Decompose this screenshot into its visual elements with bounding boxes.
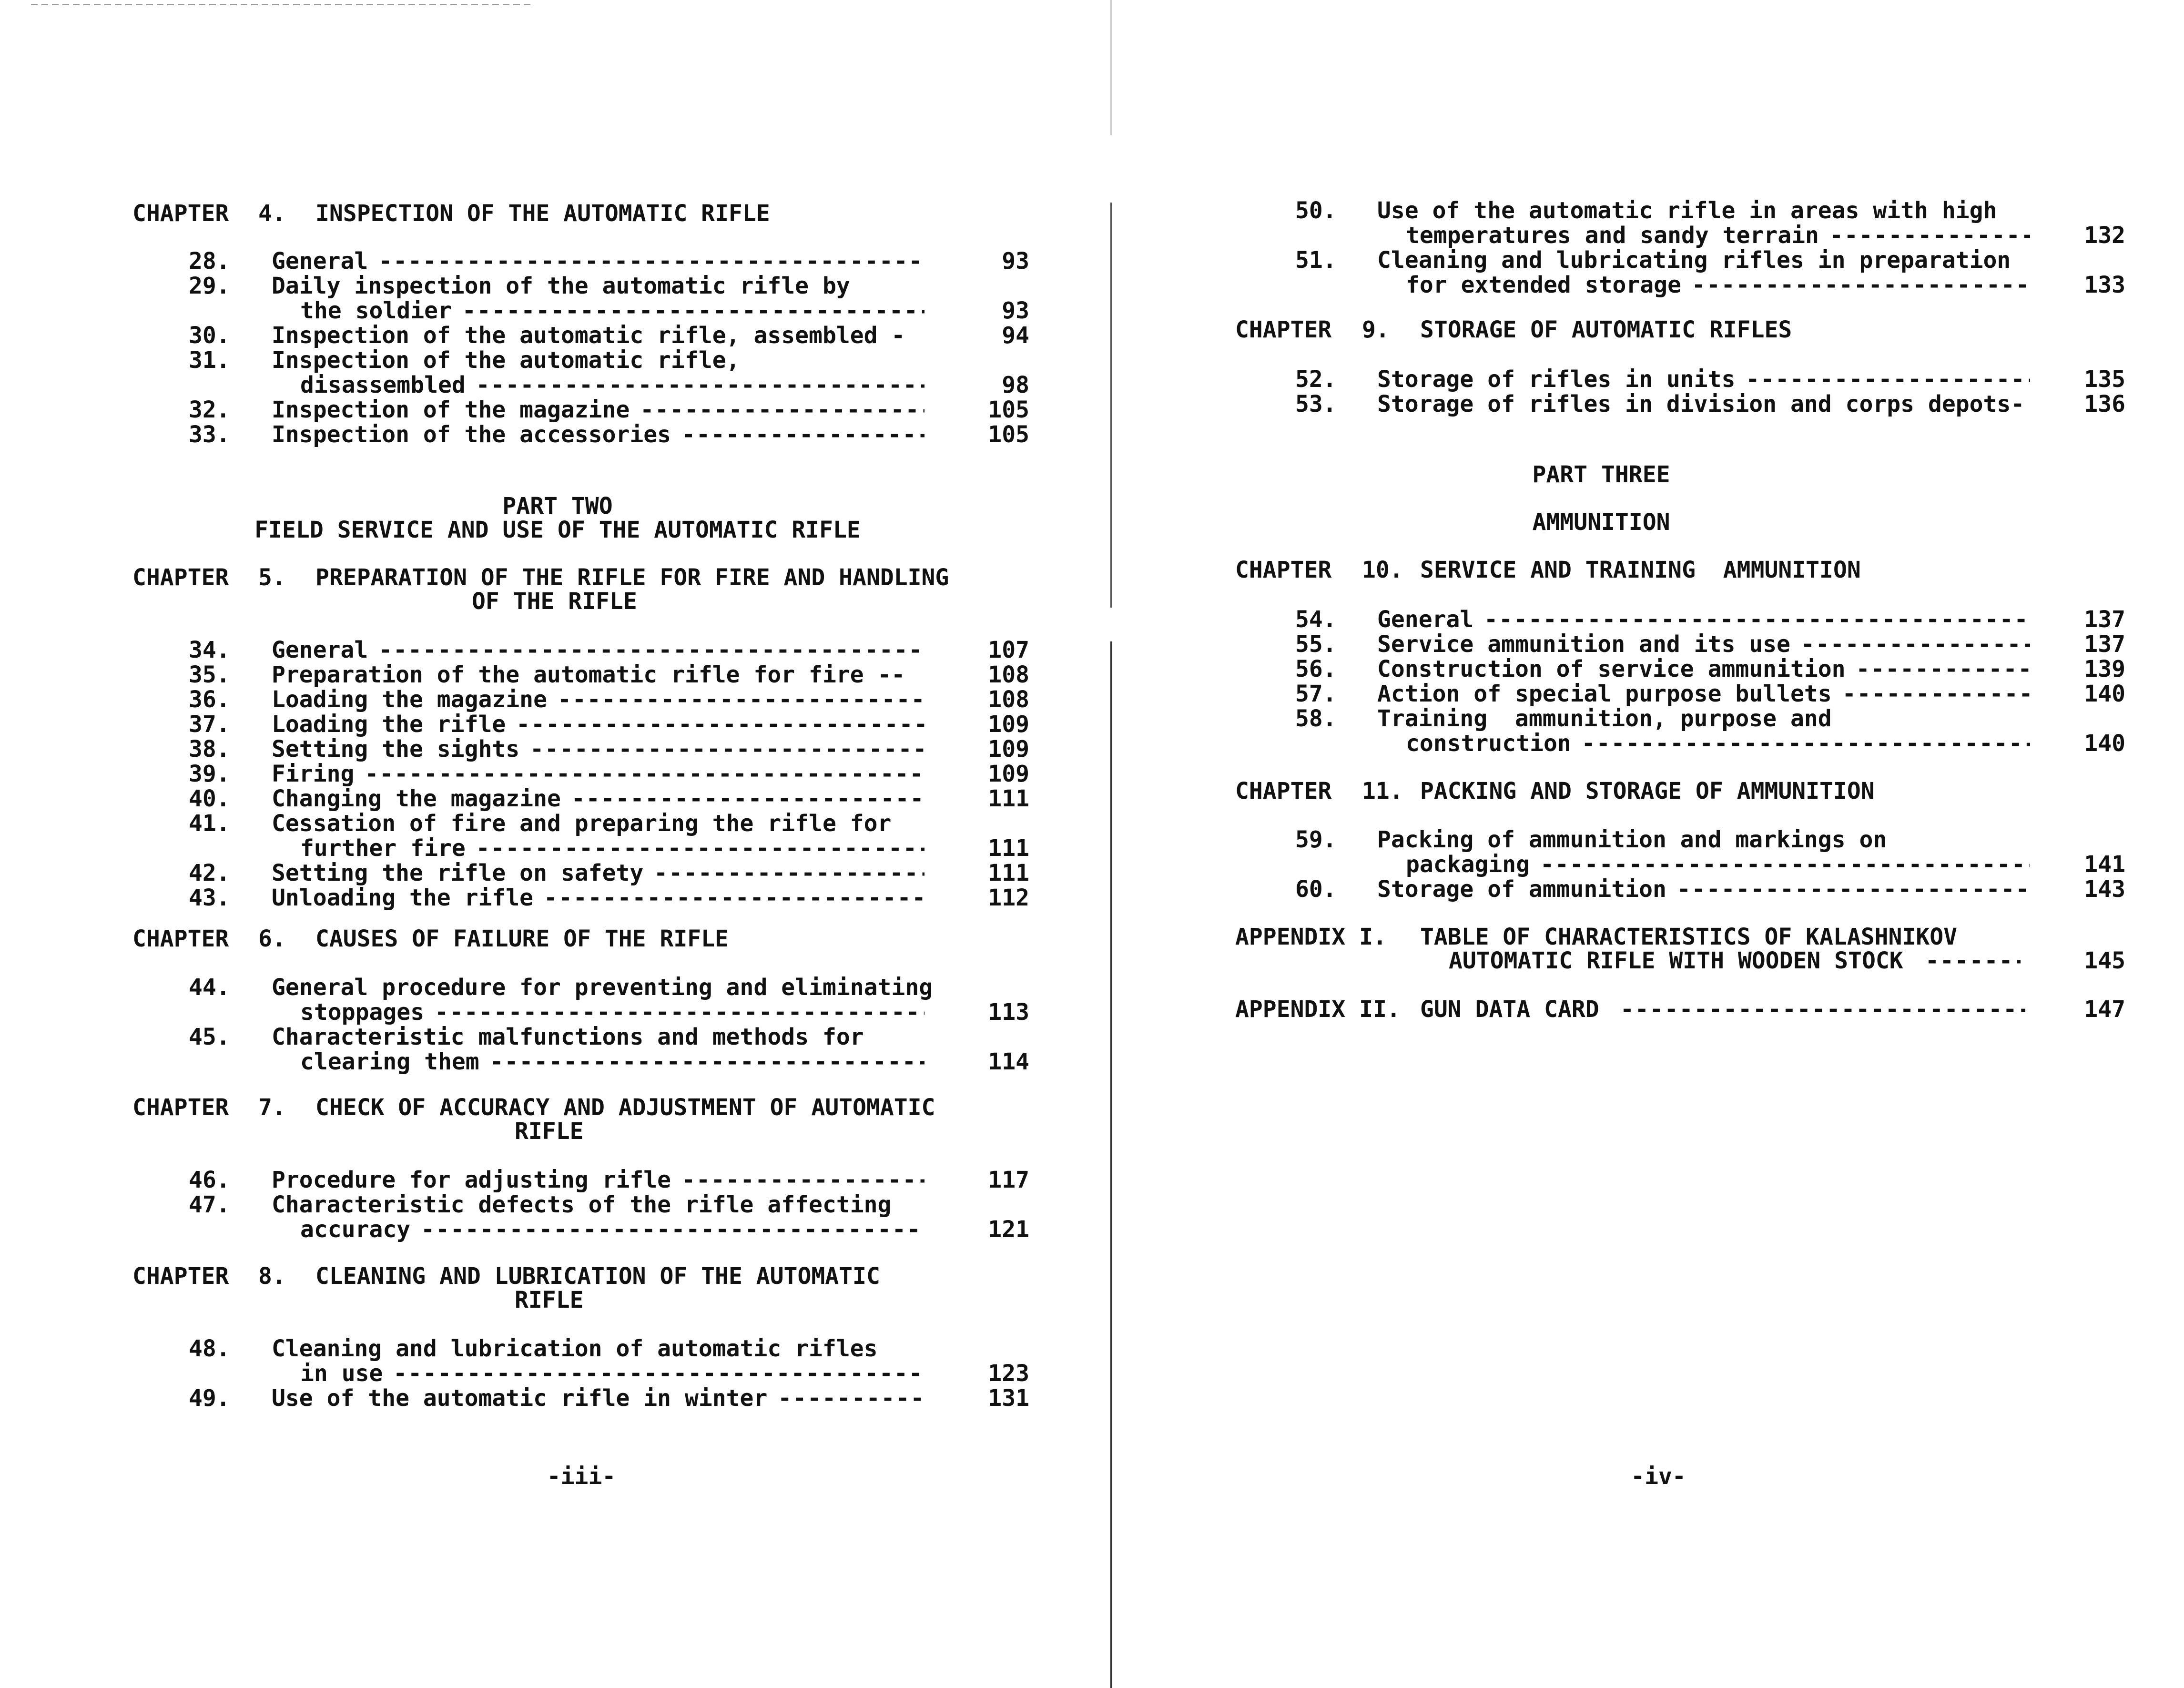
toc-entry-page: 111: [988, 835, 1029, 862]
chapter-6-number: 6.: [258, 925, 286, 952]
toc-entry-number: 51.: [1295, 247, 1337, 274]
toc-entry-number: 29.: [189, 273, 230, 299]
toc-leader-dots: [1856, 657, 2030, 681]
appendix-1-page: 145: [2084, 947, 2125, 974]
toc-leader-dots: [1582, 731, 2030, 756]
toc-entry-title: General procedure for preventing and eliminating: [272, 974, 933, 1001]
chapter-6-title[interactable]: CAUSES OF FAILURE OF THE RIFLE: [315, 925, 729, 952]
toc-entry-number: 31.: [189, 347, 230, 374]
toc-entry-title: Loading the magazine: [272, 686, 547, 713]
toc-leader-dots: [1540, 852, 2030, 877]
toc-entry-page: 139: [2084, 656, 2125, 682]
page-folio-right: -iv-: [1631, 1463, 1686, 1490]
toc-leader-dots: [1842, 681, 2030, 706]
toc-entry-title-cont: further fire: [300, 835, 466, 862]
toc-entry-page: 105: [988, 421, 1029, 448]
page-folio-left: -iii-: [547, 1463, 616, 1490]
toc-entry-title-cont: packaging: [1406, 851, 1530, 878]
right-page: [1115, 0, 2184, 1688]
toc-entry-title: Loading the rifle: [272, 711, 506, 738]
toc-entry-number: 46.: [189, 1167, 230, 1193]
toc-entry-page: 140: [2084, 681, 2125, 707]
chapter-9-number: 9.: [1362, 316, 1390, 343]
chapter-6-label: CHAPTER: [132, 925, 229, 952]
toc-leader-dots: [365, 762, 924, 786]
part-two-heading: PART TWO: [502, 493, 613, 519]
toc-entry-title: Action of special purpose bullets: [1377, 681, 1832, 707]
toc-entry-title-cont: for extended storage: [1406, 272, 1681, 298]
toc-entry-number: 53.: [1295, 391, 1337, 417]
toc-entry-page: 133: [2084, 272, 2125, 298]
appendix-2-page: 147: [2084, 996, 2125, 1023]
chapter-10-title[interactable]: SERVICE AND TRAINING AMMUNITION: [1420, 557, 1861, 583]
toc-entry-page: 117: [988, 1167, 1029, 1193]
toc-entry-number: 30.: [189, 322, 230, 349]
toc-entry-title: Storage of ammunition: [1377, 876, 1666, 903]
toc-leader-dots: [1692, 273, 2030, 297]
part-two-title: FIELD SERVICE AND USE OF THE AUTOMATIC RIFLE: [254, 517, 861, 543]
toc-leader-dots: [490, 1049, 924, 1074]
toc-entry-number: 58.: [1295, 705, 1337, 732]
chapter-7-title[interactable]: CHECK OF ACCURACY AND ADJUSTMENT OF AUTOMATIC: [315, 1094, 935, 1121]
toc-entry-page: 98: [1002, 372, 1029, 398]
chapter-8-title[interactable]: CLEANING AND LUBRICATION OF THE AUTOMATIC: [315, 1263, 880, 1290]
toc-leader-dots: [476, 836, 924, 861]
toc-entry-number: 32.: [189, 397, 230, 423]
toc-entry-page: 113: [988, 999, 1029, 1026]
toc-entry-page: 135: [2084, 366, 2125, 393]
toc-entry-number: 48.: [189, 1335, 230, 1362]
toc-entry-title: Daily inspection of the automatic rifle by: [272, 273, 850, 299]
toc-entry-number: 35.: [189, 661, 230, 688]
toc-entry-page: 141: [2084, 851, 2125, 878]
toc-entry-title: Use of the automatic rifle in winter: [272, 1385, 768, 1412]
appendix-2-leader: [1620, 997, 2025, 1022]
toc-leader-dots: [516, 712, 924, 737]
chapter-8-number: 8.: [258, 1263, 286, 1290]
toc-entry-title: Preparation of the automatic rifle for fire --: [272, 661, 905, 688]
toc-entry-number: 45.: [189, 1024, 230, 1050]
toc-entry-number: 39.: [189, 761, 230, 787]
toc-entry-title: Procedure for adjusting rifle: [272, 1167, 671, 1193]
toc-leader-dots: [421, 1217, 924, 1242]
toc-entry-number: 41.: [189, 810, 230, 837]
toc-entry-number: 34.: [189, 637, 230, 663]
toc-entry-number: 52.: [1295, 366, 1337, 393]
toc-entry-page: 107: [988, 637, 1029, 663]
toc-entry-title: General: [272, 637, 368, 663]
chapter-10-number: 10.: [1362, 557, 1403, 583]
toc-leader-dots: [544, 885, 924, 910]
toc-entry-title: Storage of rifles in division and corps depots-: [1377, 391, 2025, 417]
toc-entry-page: 94: [1002, 322, 1029, 349]
toc-leader-dots: [778, 1386, 924, 1411]
chapter-9-label: CHAPTER: [1235, 316, 1332, 343]
chapter-4-title[interactable]: INSPECTION OF THE AUTOMATIC RIFLE: [315, 200, 770, 227]
toc-leader-dots: [640, 397, 924, 422]
toc-leader-dots: [476, 373, 924, 397]
toc-entry-number: 54.: [1295, 606, 1337, 633]
part-three-heading: PART THREE: [1532, 461, 1670, 488]
page-gutter: [1110, 0, 1112, 1688]
appendix-2-title[interactable]: GUN DATA CARD: [1420, 996, 1599, 1023]
toc-leader-dots: [1801, 632, 2030, 657]
appendix-2-label: APPENDIX II.: [1235, 996, 1401, 1023]
toc-entry-title: Firing: [272, 761, 355, 787]
toc-entry-title: Inspection of the automatic rifle, assembled -: [272, 322, 905, 349]
toc-entry-page: 108: [988, 686, 1029, 713]
toc-entry-title-cont: clearing them: [300, 1048, 479, 1075]
toc-entry-page: 121: [988, 1216, 1029, 1243]
toc-entry-page: 132: [2084, 222, 2125, 249]
chapter-4-label: CHAPTER: [132, 200, 229, 227]
toc-entry-page: 140: [2084, 730, 2125, 757]
toc-leader-dots: [681, 422, 924, 447]
toc-entry-title: General: [272, 248, 368, 275]
chapter-9-title[interactable]: STORAGE OF AUTOMATIC RIFLES: [1420, 316, 1792, 343]
toc-entry-number: 38.: [189, 736, 230, 763]
toc-entry-page: 109: [988, 711, 1029, 738]
chapter-11-title[interactable]: PACKING AND STORAGE OF AMMUNITION: [1420, 778, 1875, 804]
toc-entry-title-cont: disassembled: [300, 372, 466, 398]
toc-entry-title: Construction of service ammunition: [1377, 656, 1846, 682]
toc-entry-title: Storage of rifles in units: [1377, 366, 1736, 393]
toc-leader-dots: [571, 786, 924, 811]
toc-entry-title: Training ammunition, purpose and: [1377, 705, 1832, 732]
toc-entry-number: 43.: [189, 885, 230, 911]
toc-entry-title: Inspection of the accessories: [272, 421, 671, 448]
toc-leader-dots: [1829, 223, 2030, 248]
chapter-5-number: 5.: [258, 564, 286, 591]
toc-entry-title: Inspection of the automatic rifle,: [272, 347, 740, 374]
toc-leader-dots: [462, 298, 924, 323]
chapter-5-label: CHAPTER: [132, 564, 229, 591]
toc-leader-dots: [393, 1361, 924, 1386]
toc-entry-title-cont: stoppages: [300, 999, 425, 1026]
chapter-10-label: CHAPTER: [1235, 557, 1332, 583]
toc-entry-number: 37.: [189, 711, 230, 738]
toc-entry-number: 57.: [1295, 681, 1337, 707]
toc-entry-number: 40.: [189, 785, 230, 812]
toc-leader-dots: [1746, 367, 2030, 392]
appendix-1-leader: [1925, 948, 2021, 973]
toc-leader-dots: [654, 861, 924, 885]
chapter-8-title-cont: RIFLE: [515, 1287, 584, 1313]
toc-entry-title: Characteristic defects of the rifle affecting: [272, 1191, 892, 1218]
toc-entry-page: 143: [2084, 876, 2125, 903]
toc-entry-title: Setting the rifle on safety: [272, 860, 644, 886]
toc-entry-number: 56.: [1295, 656, 1337, 682]
toc-entry-title-cont: temperatures and sandy terrain: [1406, 222, 1819, 249]
toc-entry-page: 108: [988, 661, 1029, 688]
toc-entry-number: 59.: [1295, 826, 1337, 853]
toc-entry-page: 93: [1002, 248, 1029, 275]
toc-entry-number: 47.: [189, 1191, 230, 1218]
toc-leader-dots: [435, 1000, 924, 1025]
toc-entry-page: 105: [988, 397, 1029, 423]
toc-entry-title-cont: accuracy: [300, 1216, 411, 1243]
toc-entry-page: 109: [988, 736, 1029, 763]
toc-leader-dots: [1484, 607, 2030, 632]
toc-leader-dots: [530, 737, 924, 762]
toc-entry-page: 123: [988, 1360, 1029, 1387]
toc-entry-page: 109: [988, 761, 1029, 787]
toc-leader-dots: [378, 638, 924, 662]
toc-entry-title: Cleaning and lubrication of automatic rifles: [272, 1335, 878, 1362]
toc-entry-page: 131: [988, 1385, 1029, 1412]
toc-entry-title: Changing the magazine: [272, 785, 561, 812]
toc-leader-dots: [378, 249, 924, 274]
toc-entry-number: 36.: [189, 686, 230, 713]
toc-entry-title: Use of the automatic rifle in areas with high: [1377, 197, 1997, 224]
chapter-5-title[interactable]: PREPARATION OF THE RIFLE FOR FIRE AND HANDLING: [315, 564, 949, 591]
toc-entry-page: 114: [988, 1048, 1029, 1075]
toc-entry-title-cont: construction: [1406, 730, 1571, 757]
toc-entry-number: 44.: [189, 974, 230, 1001]
appendix-1-label: APPENDIX I.: [1235, 924, 1387, 950]
toc-entry-page: 112: [988, 885, 1029, 911]
toc-leader-dots: [558, 687, 924, 712]
chapter-7-number: 7.: [258, 1094, 286, 1121]
appendix-1-title-cont: AUTOMATIC RIFLE WITH WOODEN STOCK: [1449, 947, 1903, 974]
chapter-8-label: CHAPTER: [132, 1263, 229, 1290]
toc-entry-number: 42.: [189, 860, 230, 886]
toc-entry-page: 93: [1002, 297, 1029, 324]
toc-entry-page: 137: [2084, 606, 2125, 633]
toc-entry-number: 49.: [189, 1385, 230, 1412]
toc-entry-title: Packing of ammunition and markings on: [1377, 826, 1887, 853]
chapter-4-number: 4.: [258, 200, 286, 227]
toc-entry-page: 111: [988, 785, 1029, 812]
toc-entry-page: 111: [988, 860, 1029, 886]
toc-entry-number: 50.: [1295, 197, 1337, 224]
toc-entry-title: Unloading the rifle: [272, 885, 534, 911]
toc-entry-title: Cessation of fire and preparing the rifle for: [272, 810, 892, 837]
chapter-11-number: 11.: [1362, 778, 1403, 804]
appendix-1-title[interactable]: TABLE OF CHARACTERISTICS OF KALASHNIKOV: [1420, 924, 1958, 950]
toc-leader-dots: [1677, 877, 2030, 902]
toc-entry-number: 28.: [189, 248, 230, 275]
toc-entry-page: 136: [2084, 391, 2125, 417]
toc-entry-title: Setting the sights: [272, 736, 520, 763]
toc-entry-number: 55.: [1295, 631, 1337, 658]
toc-leader-dots: [681, 1168, 924, 1192]
chapter-5-title-cont: OF THE RIFLE: [472, 588, 637, 615]
toc-entry-title-cont: in use: [300, 1360, 383, 1387]
chapter-7-title-cont: RIFLE: [515, 1118, 584, 1145]
toc-entry-page: 137: [2084, 631, 2125, 658]
toc-entry-title: Cleaning and lubricating rifles in preparation: [1377, 247, 2011, 274]
chapter-7-label: CHAPTER: [132, 1094, 229, 1121]
toc-entry-number: 33.: [189, 421, 230, 448]
toc-entry-title: General: [1377, 606, 1474, 633]
part-three-title: AMMUNITION: [1532, 509, 1670, 536]
toc-entry-title: Inspection of the magazine: [272, 397, 630, 423]
toc-entry-title: Service ammunition and its use: [1377, 631, 1790, 658]
toc-entry-number: 60.: [1295, 876, 1337, 903]
toc-entry-title: Characteristic malfunctions and methods for: [272, 1024, 864, 1050]
chapter-11-label: CHAPTER: [1235, 778, 1332, 804]
toc-entry-title-cont: the soldier: [300, 297, 452, 324]
